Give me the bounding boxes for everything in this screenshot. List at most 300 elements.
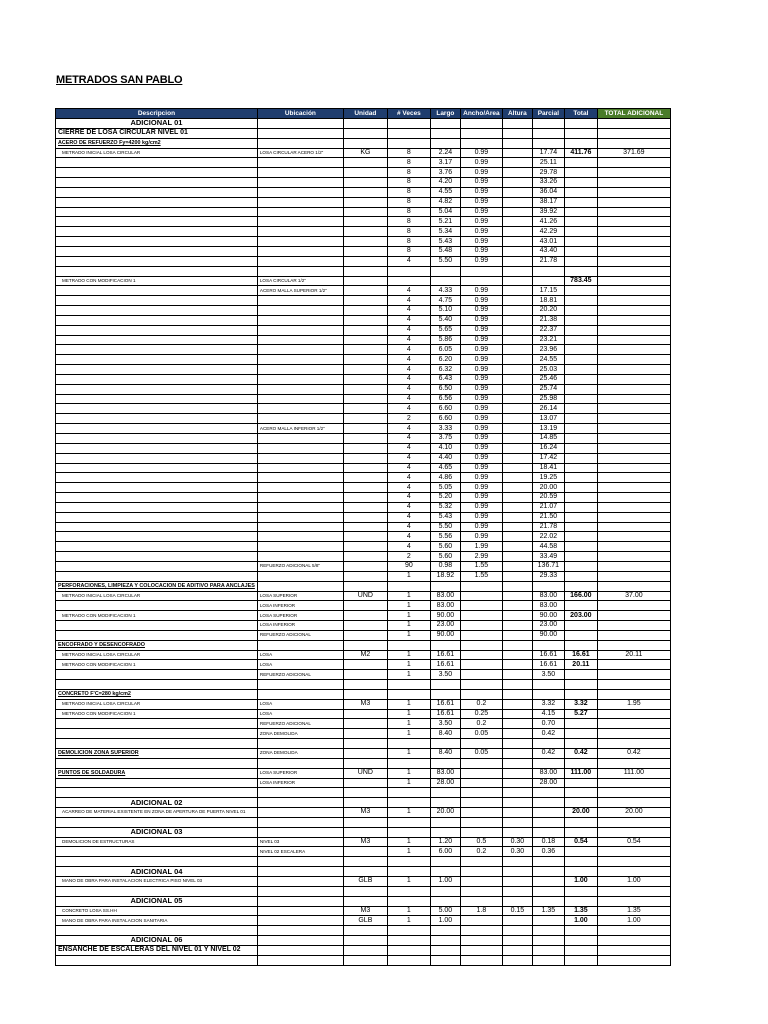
table-cell: 4.33 [430, 286, 460, 296]
table-cell: PERFORACIONES, LIMPIEZA Y COLOCACION DE ADITIVO PARA ANCLAJES [56, 581, 258, 591]
table-cell: 20.11 [564, 660, 597, 670]
table-cell: 0.42 [532, 749, 564, 759]
table-cell: 14.85 [532, 434, 564, 444]
table-cell [56, 207, 258, 217]
table-cell [597, 138, 670, 148]
table-cell: 29.33 [532, 571, 564, 581]
table-cell: 90.00 [532, 630, 564, 640]
table-cell [343, 660, 387, 670]
table-cell [502, 394, 532, 404]
table-cell: 0.99 [460, 315, 502, 325]
table-cell [564, 434, 597, 444]
table-cell: 6.20 [430, 355, 460, 365]
table-cell [387, 936, 430, 946]
table-cell [257, 365, 343, 375]
table-row [56, 719, 671, 729]
table-row [56, 768, 671, 778]
table-cell [257, 512, 343, 522]
table-cell [343, 867, 387, 877]
table-cell [343, 749, 387, 759]
table-cell: 1 [387, 591, 430, 601]
table-cell [460, 926, 502, 936]
table-cell [597, 739, 670, 749]
table-row [56, 443, 671, 453]
table-row [56, 246, 671, 256]
table-cell: 0.18 [532, 837, 564, 847]
table-cell [387, 128, 430, 138]
table-cell [564, 827, 597, 837]
table-row [56, 955, 671, 965]
table-cell: 26.14 [532, 404, 564, 414]
table-cell [257, 473, 343, 483]
table-cell: 16.24 [532, 443, 564, 453]
table-cell: 0.99 [460, 345, 502, 355]
table-cell [502, 128, 532, 138]
table-cell [257, 532, 343, 542]
table-cell: 0.99 [460, 463, 502, 473]
table-cell [460, 739, 502, 749]
table-cell [460, 936, 502, 946]
table-cell [564, 719, 597, 729]
table-cell [502, 286, 532, 296]
table-cell [343, 207, 387, 217]
table-cell [502, 601, 532, 611]
table-cell: CONCRETO F'C=280 kg/cm2 [56, 689, 258, 699]
table-cell: METRADO INICIAL LOSA CIRCULAR [56, 650, 258, 660]
table-cell [564, 493, 597, 503]
table-cell [257, 384, 343, 394]
table-cell: 1.35 [532, 906, 564, 916]
table-cell [257, 936, 343, 946]
table-cell: 21.50 [532, 512, 564, 522]
table-cell [257, 945, 343, 955]
table-cell [56, 483, 258, 493]
table-row [56, 611, 671, 621]
table-cell: 1 [387, 611, 430, 621]
table-cell [532, 119, 564, 129]
table-cell: LOSA INFERIOR [257, 601, 343, 611]
table-row [56, 227, 671, 237]
table-cell: 371.69 [597, 148, 670, 158]
table-cell [257, 552, 343, 562]
table-cell: 28.00 [532, 778, 564, 788]
table-cell [597, 896, 670, 906]
table-cell: 411.76 [564, 148, 597, 158]
table-cell [56, 739, 258, 749]
table-row [56, 522, 671, 532]
table-cell: 783.45 [564, 276, 597, 286]
table-cell [430, 138, 460, 148]
table-cell: 0.99 [460, 237, 502, 247]
table-cell: 0.99 [460, 453, 502, 463]
table-row [56, 936, 671, 946]
table-cell: 18.92 [430, 571, 460, 581]
table-cell [343, 630, 387, 640]
table-cell: 83.00 [430, 591, 460, 601]
table-cell [257, 827, 343, 837]
table-cell [343, 197, 387, 207]
table-cell [564, 178, 597, 188]
table-cell [597, 197, 670, 207]
table-cell [502, 689, 532, 699]
table-cell [257, 394, 343, 404]
table-cell: ENSANCHE DE ESCALERAS DEL NIVEL 01 Y NIVEL 02 [56, 945, 258, 955]
table-cell [257, 896, 343, 906]
table-cell: 0.99 [460, 532, 502, 542]
table-cell: 41.26 [532, 217, 564, 227]
table-cell [387, 788, 430, 798]
table-cell [387, 689, 430, 699]
table-cell [343, 168, 387, 178]
table-cell: 6.32 [430, 365, 460, 375]
table-cell: 1.8 [460, 906, 502, 916]
table-cell: 25.46 [532, 374, 564, 384]
table-cell [430, 739, 460, 749]
table-cell [257, 197, 343, 207]
table-cell [430, 689, 460, 699]
table-cell [597, 817, 670, 827]
table-cell: 0.30 [502, 847, 532, 857]
table-row [56, 168, 671, 178]
table-cell: 3.50 [430, 670, 460, 680]
table-cell: M3 [343, 837, 387, 847]
table-cell: 23.21 [532, 335, 564, 345]
table-cell: 23.96 [532, 345, 564, 355]
table-cell: METRADO CON MODIFICACION 1 [56, 276, 258, 286]
table-cell: 4 [387, 296, 430, 306]
table-cell [597, 561, 670, 571]
table-cell [56, 778, 258, 788]
table-cell [387, 119, 430, 129]
table-cell [343, 581, 387, 591]
table-cell [56, 424, 258, 434]
table-row [56, 876, 671, 886]
table-cell [343, 276, 387, 286]
table-cell: 4 [387, 434, 430, 444]
table-cell: 4 [387, 502, 430, 512]
table-cell [502, 335, 532, 345]
table-cell: 6.00 [430, 847, 460, 857]
table-cell: 1 [387, 749, 430, 759]
table-cell [460, 591, 502, 601]
table-cell [257, 581, 343, 591]
table-cell [564, 197, 597, 207]
table-cell [430, 886, 460, 896]
table-cell [387, 867, 430, 877]
table-cell [343, 217, 387, 227]
table-cell [257, 266, 343, 276]
table-cell [257, 916, 343, 926]
table-cell [532, 876, 564, 886]
table-cell: 4.86 [430, 473, 460, 483]
table-row [56, 561, 671, 571]
table-cell [460, 128, 502, 138]
column-header: # Veces [387, 109, 430, 119]
table-cell [56, 178, 258, 188]
table-cell [430, 581, 460, 591]
table-cell [597, 178, 670, 188]
table-row [56, 798, 671, 808]
table-cell [502, 916, 532, 926]
table-cell: 8.40 [430, 729, 460, 739]
table-cell [343, 453, 387, 463]
table-cell [257, 138, 343, 148]
table-cell: 5.60 [430, 552, 460, 562]
table-row [56, 640, 671, 650]
table-cell: 1 [387, 729, 430, 739]
table-cell: 25.03 [532, 365, 564, 375]
table-cell [564, 384, 597, 394]
table-cell [257, 335, 343, 345]
table-cell [387, 138, 430, 148]
table-cell: ACERO MALLA SUPERIOR 1/2" [257, 286, 343, 296]
table-cell [564, 955, 597, 965]
table-cell [502, 680, 532, 690]
table-cell [502, 512, 532, 522]
table-cell: 29.78 [532, 168, 564, 178]
table-cell [56, 325, 258, 335]
table-cell [502, 630, 532, 640]
table-cell [460, 758, 502, 768]
table-cell [257, 906, 343, 916]
table-cell [56, 601, 258, 611]
table-row [56, 128, 671, 138]
table-cell [56, 729, 258, 739]
table-cell [597, 709, 670, 719]
table-cell [343, 119, 387, 129]
table-cell: 0.05 [460, 729, 502, 739]
table-cell [502, 414, 532, 424]
table-cell [460, 798, 502, 808]
table-cell [532, 798, 564, 808]
table-cell [502, 483, 532, 493]
table-cell [502, 493, 532, 503]
table-cell [597, 867, 670, 877]
table-cell: REFUERZO ADICIONAL [257, 719, 343, 729]
table-cell: 4.65 [430, 463, 460, 473]
table-cell [532, 896, 564, 906]
table-cell [56, 306, 258, 316]
table-row [56, 453, 671, 463]
table-cell [343, 847, 387, 857]
table-cell [343, 955, 387, 965]
table-row [56, 670, 671, 680]
table-cell [343, 306, 387, 316]
table-cell: 0.42 [597, 749, 670, 759]
table-cell [564, 502, 597, 512]
table-cell [56, 246, 258, 256]
table-row [56, 906, 671, 916]
table-cell: 4 [387, 365, 430, 375]
table-cell [460, 808, 502, 818]
column-header: TOTAL ADICIONAL [597, 109, 670, 119]
table-cell [257, 542, 343, 552]
table-cell [430, 896, 460, 906]
table-cell: 16.61 [564, 650, 597, 660]
table-cell: 8 [387, 178, 430, 188]
table-cell [564, 237, 597, 247]
table-cell [502, 611, 532, 621]
table-cell: ADICIONAL 05 [56, 896, 258, 906]
table-cell: 0.05 [460, 749, 502, 759]
table-cell [343, 689, 387, 699]
table-cell: 4 [387, 315, 430, 325]
table-cell [564, 542, 597, 552]
table-cell: LOSA SUPERIOR [257, 591, 343, 601]
table-cell: 0.54 [597, 837, 670, 847]
table-cell [502, 325, 532, 335]
table-cell [502, 621, 532, 631]
table-cell [387, 827, 430, 837]
table-cell [502, 729, 532, 739]
table-cell [502, 306, 532, 316]
table-cell [502, 788, 532, 798]
table-cell: REFUERZO ADICIONAL [257, 670, 343, 680]
table-cell: 0.36 [532, 847, 564, 857]
table-cell [502, 542, 532, 552]
table-row [56, 916, 671, 926]
table-cell [56, 345, 258, 355]
table-cell: GLB [343, 876, 387, 886]
table-cell [502, 315, 532, 325]
table-cell [56, 463, 258, 473]
table-cell [502, 532, 532, 542]
table-cell: 4 [387, 453, 430, 463]
table-cell [257, 227, 343, 237]
table-cell: 1 [387, 670, 430, 680]
table-cell: 1.00 [564, 876, 597, 886]
table-cell [343, 896, 387, 906]
table-cell [257, 168, 343, 178]
table-cell: 16.61 [532, 650, 564, 660]
table-cell: M2 [343, 650, 387, 660]
table-cell [597, 758, 670, 768]
table-cell: 2.24 [430, 148, 460, 158]
table-cell: 0.99 [460, 394, 502, 404]
table-cell [343, 315, 387, 325]
table-cell [597, 355, 670, 365]
table-row [56, 463, 671, 473]
table-cell [257, 325, 343, 335]
table-cell [56, 473, 258, 483]
table-cell [502, 768, 532, 778]
table-cell [257, 739, 343, 749]
table-cell: 19.25 [532, 473, 564, 483]
table-cell: 83.00 [430, 601, 460, 611]
table-row [56, 256, 671, 266]
table-cell [564, 788, 597, 798]
table-cell [343, 926, 387, 936]
table-cell: ADICIONAL 02 [56, 798, 258, 808]
table-cell [502, 158, 532, 168]
table-cell [597, 945, 670, 955]
table-cell [257, 315, 343, 325]
table-cell [502, 345, 532, 355]
table-cell: 5.86 [430, 335, 460, 345]
table-cell: LOSA [257, 709, 343, 719]
table-cell [532, 680, 564, 690]
table-row [56, 187, 671, 197]
table-cell: 4 [387, 404, 430, 414]
table-cell: 4.55 [430, 187, 460, 197]
table-cell: 36.04 [532, 187, 564, 197]
table-cell [502, 699, 532, 709]
table-cell [56, 227, 258, 237]
table-cell [502, 739, 532, 749]
table-cell [257, 345, 343, 355]
table-cell: 0.2 [460, 847, 502, 857]
table-cell: 0.99 [460, 246, 502, 256]
table-cell [343, 365, 387, 375]
table-cell [502, 296, 532, 306]
table-cell [502, 552, 532, 562]
table-cell: 18.41 [532, 463, 564, 473]
table-cell: 17.15 [532, 286, 564, 296]
column-header: Parcial [532, 109, 564, 119]
table-cell [257, 817, 343, 827]
table-row [56, 827, 671, 837]
table-cell [56, 670, 258, 680]
table-cell [564, 473, 597, 483]
table-row [56, 660, 671, 670]
table-cell: ZONA DEMOLIDA [257, 749, 343, 759]
table-cell [597, 256, 670, 266]
table-row [56, 847, 671, 857]
table-cell [564, 394, 597, 404]
table-cell [597, 778, 670, 788]
table-cell: LOSA SUPERIOR [257, 611, 343, 621]
table-cell: 22.02 [532, 532, 564, 542]
table-cell: 4 [387, 306, 430, 316]
table-cell [430, 857, 460, 867]
table-cell [387, 266, 430, 276]
table-cell: 1.00 [430, 916, 460, 926]
table-cell [564, 886, 597, 896]
table-cell [343, 335, 387, 345]
table-cell [257, 119, 343, 129]
table-cell [564, 483, 597, 493]
table-cell [343, 394, 387, 404]
table-cell [564, 158, 597, 168]
table-cell [502, 660, 532, 670]
table-cell: 83.00 [532, 591, 564, 601]
table-cell: ZONA DEMOLIDA [257, 729, 343, 739]
table-cell [460, 621, 502, 631]
table-cell: 0.99 [460, 414, 502, 424]
table-cell [597, 315, 670, 325]
table-cell [343, 266, 387, 276]
table-row [56, 178, 671, 188]
table-cell [597, 621, 670, 631]
table-row [56, 571, 671, 581]
table-cell [430, 936, 460, 946]
table-cell [343, 601, 387, 611]
table-cell: 1 [387, 601, 430, 611]
table-cell: 21.38 [532, 315, 564, 325]
table-cell: 8 [387, 237, 430, 247]
table-cell [343, 640, 387, 650]
table-cell [460, 581, 502, 591]
table-cell: M3 [343, 906, 387, 916]
table-cell: 0.54 [564, 837, 597, 847]
table-cell [343, 404, 387, 414]
table-cell [564, 778, 597, 788]
table-cell [502, 670, 532, 680]
table-cell: 0.99 [460, 335, 502, 345]
table-cell: 4 [387, 374, 430, 384]
table-cell: 8 [387, 217, 430, 227]
table-cell [597, 227, 670, 237]
